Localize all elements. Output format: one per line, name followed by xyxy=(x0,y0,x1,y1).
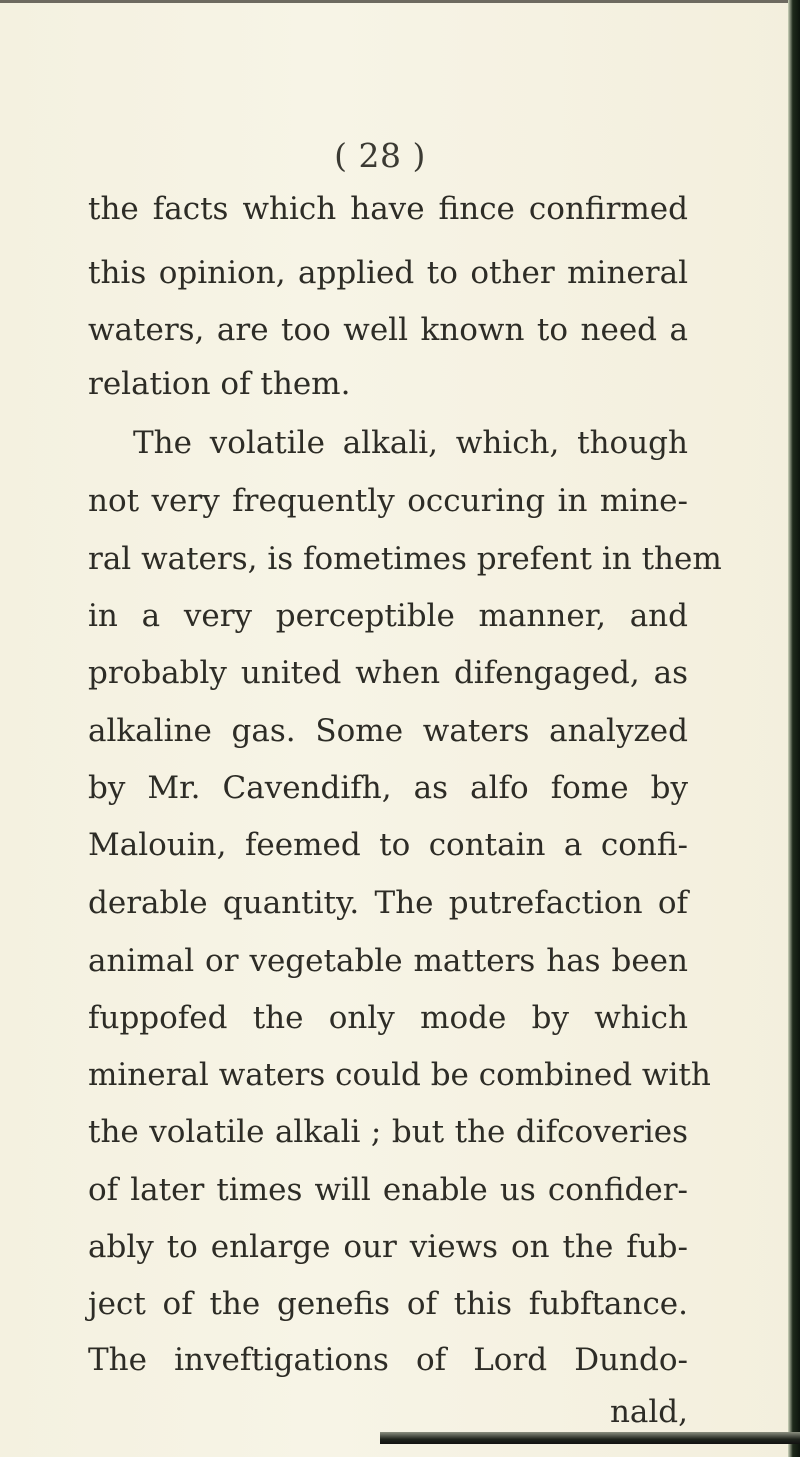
text-line: the facts which have fince confirmed xyxy=(88,191,688,227)
text-line: ject of the genefis of this fubftance. xyxy=(88,1286,688,1322)
text-line: Malouin, feemed to contain a confi- xyxy=(88,827,688,863)
text-line: the volatile alkali ; but the difcoveries xyxy=(88,1114,688,1150)
top-border-line xyxy=(0,0,790,3)
text-line: this opinion, applied to other mineral xyxy=(88,255,688,291)
text-line: fuppofed the only mode by which xyxy=(88,1000,688,1036)
text-line: derable quantity. The putrefaction of xyxy=(88,885,688,921)
text-line: alkaline gas. Some waters analyzed xyxy=(88,713,688,749)
text-line: not very frequently occuring in mine- xyxy=(88,483,688,519)
text-line: ral waters, is fometimes prefent in them xyxy=(88,541,722,577)
text-line: relation of them. xyxy=(88,366,351,402)
text-line: mineral waters could be combined with xyxy=(88,1057,711,1093)
page-binding-edge xyxy=(788,0,800,1457)
text-line: waters, are too well known to need a xyxy=(88,312,688,348)
text-line: The inveftigations of Lord Dundo- xyxy=(88,1342,688,1378)
text-line: The volatile alkali, which, though xyxy=(133,425,688,461)
text-line: of later times will enable us confider- xyxy=(88,1172,688,1208)
bottom-shadow-edge xyxy=(380,1432,800,1444)
text-line: ably to enlarge our views on the fub- xyxy=(88,1229,688,1265)
catchword: nald, xyxy=(609,1394,688,1430)
text-line: in a very perceptible manner, and xyxy=(88,598,688,634)
text-line: by Mr. Cavendifh, as alfo fome by xyxy=(88,770,688,806)
text-line: probably united when difengaged, as xyxy=(88,655,688,691)
page-number-header: ( 28 ) xyxy=(334,136,426,175)
text-line: animal or vegetable matters has been xyxy=(88,943,688,979)
